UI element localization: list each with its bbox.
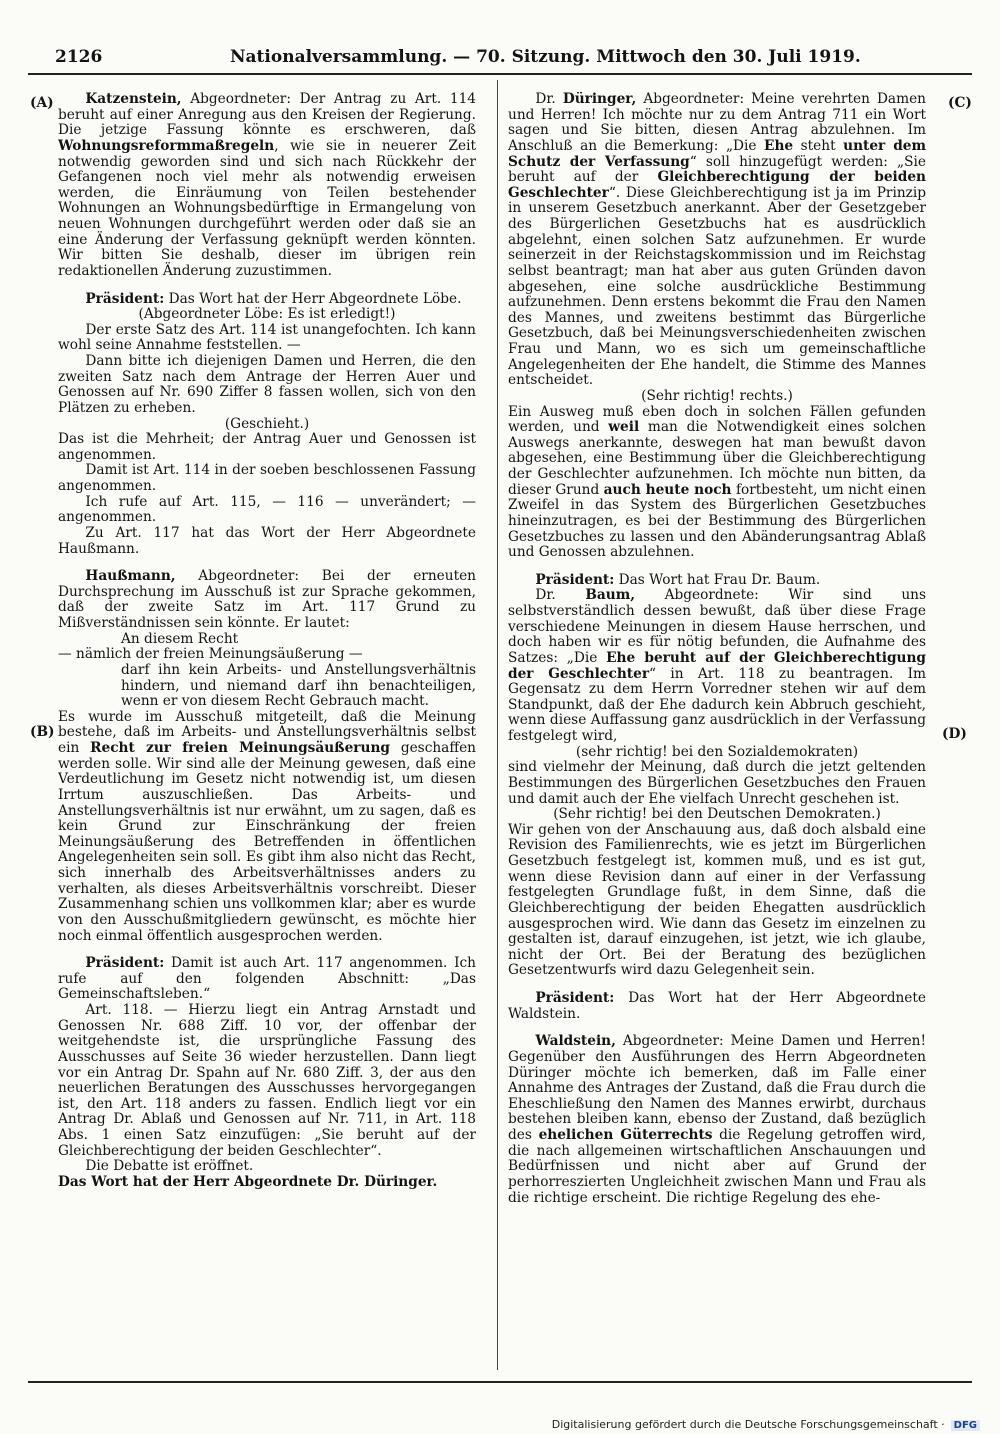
speech-waldstein [508, 1034, 926, 1206]
emphasis-text: weil [608, 419, 640, 436]
page-number: 2126 [55, 47, 103, 67]
paragraph [58, 710, 476, 944]
speech-text: Der Antrag zu Art. 114 beruht auf einer Anregung aus den Kreisen der Regierung. Die jetzige Fassung könnte es erschweren, daß [58, 92, 476, 139]
paragraph: sind vielmehr der Meinung, daß durch die jetzt geltenden Bestimmungen des Bürgerlichen Gesetzbuches den Frauen und damit auch der Ehe vielfach Unrecht geschehen ist. [508, 759, 926, 807]
speech-text: Damit ist auch Art. 117 angenommen. Ich rufe auf den folgenden Abschnitt: „Das Gemeinschaftsleben.“ [58, 955, 476, 1003]
emphasis-text: Recht zur freien Meinungsäußerung [90, 740, 390, 756]
speaker-name: Präsident: [85, 290, 165, 307]
speech-text: , wie sie in neuerer Zeit notwendig geworden sind und sich nach Rückkehr der Gefangenen noch viel mehr als notwendig erweisen werden, die Einräumung von Teilen bestehender Wohnungen an Wohnungsbedürftige in Ermangelung von neuen Wohnungen durchgeführt werden oder daß sie an eine Änderung der Verfassung geknüpft werden könnten. Wir bitten Sie deshalb, dieser im übrigen rein redaktionellen Änderung zuzustimmen. [58, 137, 476, 279]
speaker-title: Dr. [535, 587, 586, 604]
speaker-name: Waldstein, [535, 1033, 616, 1050]
dfg-logo: DFG [951, 1420, 980, 1431]
speech-haussmann [58, 569, 476, 632]
speech-text: Das Wort hat der Herr Abgeordnete Löbe. [164, 290, 462, 307]
paragraph: Dann bitte ich diejenigen Damen und Herren, die den zweiten Satz nach dem Antrage der Herren Auer und Genossen auf Nr. 690 Ziffer 8 fassen wollen, sich von den Plätzen zu erheben. [58, 353, 476, 416]
speaker-title: Dr. [535, 92, 563, 107]
page-header [55, 47, 948, 69]
paragraph: Damit ist Art. 114 in der soeben beschlossenen Fassung angenommen. [58, 462, 476, 494]
digitization-credit [552, 1418, 980, 1431]
speech-text: fortbesteht, um nicht einen Zweifel in das System des Bürgerlichen Gesetzbuches hineinzutragen, es bei der Bestimmung des Bürgerlichen Gesetzbuches zu lassen und den Abänderungsantrag Ablaß und Genossen abzulehnen. [508, 481, 926, 561]
speaker-name: Präsident: [535, 571, 615, 588]
paragraph: Art. 118. — Hierzu liegt ein Antrag Arnstadt und Genossen Nr. 688 Ziff. 10 vor, der offenbar der weitgehendste ist, die ursprüngliche Fassung des Ausschusses auf Seite 36 wieder herzustellen. Dann liegt vor ein Antrag Dr. Spahn auf Nr. 680 Ziff. 3, der aus den neuerlichen Beratungen des Ausschusses hervorgegangen ist, den Art. 118 anders zu fassen. Endlich liegt vor ein Antrag Dr. Ablaß und Genossen auf Nr. 711, in Art. 118 Abs. 1 einen Satz einzufügen: „Sie beruht auf der Gleichberechtigung der beiden Geschlechter“. [58, 1002, 476, 1159]
speaker-role: Abgeordnete: [635, 587, 789, 604]
speaker-name: Düringer, [562, 92, 637, 107]
paragraph: Das ist die Mehrheit; der Antrag Auer und Genossen ist angenommen. [58, 431, 476, 463]
president-statement [508, 991, 926, 1022]
speaker-name: Präsident: [85, 955, 165, 972]
speech-text: steht [793, 137, 844, 154]
paragraph: Die Debatte ist eröffnet. [85, 1158, 254, 1175]
paragraph: Ich rufe auf Art. 115, — 116 — unverändert; — angenommen. [58, 493, 476, 526]
margin-marker-a: (A) [30, 95, 54, 111]
speech-dueringer [508, 92, 926, 389]
paragraph: Wir gehen von der Anschauung aus, daß doch alsbald eine Revision des Familienrechts, wie es jetzt im Bürgerlichen Gesetzbuch festgelegt ist, kommen muß, und es ist gut, wenn diese Revision dann auf einer in der Verfassung festgelegten Grundlage fußt, in dem Sinne, daß die Gleichberechtigung der beiden Ehegatten ausdrücklich ausgesprochen wird. Wie dann das Gesetz im einzelnen zu gestalten ist, darauf einzugehen, ist jetzt, wie ich glaube, nicht der Ort. Bei der Beratung des bezüglichen Gesetzentwurfs wird dazu Gelegenheit sein. [508, 821, 926, 979]
speech-text: “ in Art. 118 zu beantragen. Im Gegensatz zu dem Herrn Vorredner stehen wir auf dem Standpunkt, daß der Ehe dadurch kein Abbruch geschieht, wenn diese Auffassung ganz ausdrücklich in der Verfassung festgelegt wird, [508, 665, 926, 744]
speech-text: die Regelung getroffen wird, die nach allgemeinen wirtschaftlichen Anschauungen und Bedürfnissen und nicht aber auf Grund der perhorreszierten Ungleichheit zwischen Mann und Frau als die richtige erscheint. Die richtige Regelung des ehe- [508, 1127, 926, 1206]
speaker-role: Abgeordneter: [615, 1033, 731, 1050]
speech-text: “. Diese Gleichberechtigung ist ja im Prinzip in unserem Gesetzbuch anerkannt. Aber der Gesetzgeber des Bürgerlichen Gesetzbuchs hat es ausdrücklich abgelehnt, einen solchen Satz aufzunehmen. Er wurde seinerzeit in der Reichstagskommission und im Reichstag selbst beantragt; man hat aber aus guten Gründen davon abgesehen, eine solche ausdrückliche Bestimmung aufzunehmen. Denn erstens bekommt die Frau den Namen des Mannes, und zweitens bestimmt das Bürgerliche Gesetzbuch, daß bei Meinungsverschiedenheiten zwischen Frau und Mann, wo es sich um gemeinschaftliche Angelegenheiten der Ehe handelt, die Stimme des Mannes entscheidet. [508, 184, 926, 389]
speaker-name: Baum, [585, 587, 635, 604]
speech-text: “ soll hinzugefügt werden: „Sie beruht auf der [508, 153, 926, 186]
margin-marker-d: (D) [942, 726, 967, 742]
speech-text: Wir sind uns selbstverständlich dessen bewußt, daß über diese Frage verschiedene Meinungen in diesem Hause herrschen, und doch haben wir es für nötig befunden, die Aufnahme des Satzes: „Die [508, 587, 926, 666]
speech-text: Meine verehrten Damen und Herren! Ich möchte nur zu dem Antrag 711 ein Wort sagen und Sie bitten, diesen Antrag abzulehnen. Im Anschluß an die Bemerkung: „Die [508, 92, 926, 154]
emphasis-text: ehelichen Güterrechts [538, 1127, 713, 1143]
speaker-role: Abgeordneter: [636, 92, 752, 107]
emphasis-text: unter dem Schutz der Verfassung [508, 137, 926, 170]
speaker-name: Haußmann, [85, 568, 176, 585]
paragraph: Der erste Satz des Art. 114 ist unangefochten. Ich kann wohl seine Annahme feststellen. — [58, 321, 476, 354]
interjection: (Sehr richtig! bei den Deutschen Demokraten.) [553, 806, 881, 823]
speech-baum [508, 588, 926, 744]
speech-text: geschaffen werden solle. Wir sind alle der Meinung gewesen, daß eine Verdeutlichung im Gesetz nicht notwendig ist, um diesen Irrtum auszuschließen. Das Arbeits- und Anstellungsverhältnis ist nur erwähnt, um zu sagen, daß es kein Grund zur Einschränkung der freien Meinungsäußerung des Betreffenden in öffentlichen Angelegenheiten sein soll. Es gibt ihm also nicht das Recht, sich innerhalb des Arbeitsverhältnisses anders zu verhalten, als dieses Arbeitsverhältnis vorschreibt. Dieser Zusammenhang schien uns vollkommen klar; aber es wurde von den Ausschußmitgliedern gewünscht, es möchte hier noch einmal öffentlich ausgesprochen werden. [58, 740, 476, 944]
president-statement [58, 956, 476, 1003]
emphasis-text: auch heute noch [603, 481, 732, 498]
interjection: (Abgeordneter Löbe: Es ist erledigt!) [138, 306, 396, 323]
interjection: (Geschieht.) [224, 415, 310, 432]
quotation-aside: — nämlich der freien Meinungsäußerung — [58, 646, 363, 663]
emphasis-text: Wohnungsreformmaßregeln [58, 137, 275, 154]
interjection: (sehr richtig! bei den Sozialdemokraten) [575, 743, 859, 760]
quotation: darf ihn kein Arbeits- und Anstellungsverhältnis hindern, und niemand darf ihn benachteiligen, wenn er von diesem Recht Gebrauch macht. [121, 661, 476, 710]
paragraph [508, 405, 926, 561]
speech-katzenstein [58, 92, 476, 280]
speech-text: Ein Ausweg muß eben doch in solchen Fällen gefunden werden, und [508, 403, 926, 436]
speaker-role: Abgeordneter: [175, 568, 322, 585]
emphasis-text: Ehe [764, 137, 794, 154]
paragraph: Zu Art. 117 hat das Wort der Herr Abgeordnete Haußmann. [58, 524, 476, 557]
speaker-name: Präsident: [535, 990, 615, 1006]
running-title: Nationalversammlung. — 70. Sitzung. Mittwoch den 30. Juli 1919. [230, 47, 861, 67]
speech-text: Meine Damen und Herren! Gegenüber den Ausführungen des Herrn Abgeordneten Düringer möchte ich bemerken, daß im Falle einer Annahme des Antrages der Zustand, daß die Frau durch die Eheschließung den Namen des Mannes erwirbt, durchaus bestehen bleiben kann, ebenso der Zustand, daß bezüglich des [508, 1033, 926, 1143]
left-column [58, 92, 476, 1375]
credit-text: Digitalisierung gefördert durch die Deutsche Forschungsgemeinschaft · [551, 1418, 945, 1431]
president-statement [508, 573, 926, 589]
speaker-name: Katzenstein, [85, 92, 182, 107]
president-statement [58, 292, 476, 308]
header-rule [28, 73, 972, 75]
speech-text: Das Wort hat Frau Dr. Baum. [614, 571, 821, 588]
footer-rule [28, 1381, 972, 1383]
interjection: (Sehr richtig! rechts.) [641, 387, 793, 404]
speech-text: Es wurde im Ausschuß mitgeteilt, daß die Meinung bestehe, daß im Arbeits- und Anstellungsverhältnis selbst ein [58, 708, 476, 756]
margin-marker-b: (B) [30, 724, 55, 740]
speech-text: Das Wort hat der Herr Abgeordnete Waldstein. [508, 990, 926, 1022]
emphasis-text: Ehe beruht auf der Gleichberechtigung der Geschlechter [508, 649, 926, 682]
margin-marker-c: (C) [948, 95, 972, 111]
column-divider [497, 80, 498, 1370]
speaker-role: Abgeordneter: [181, 92, 300, 107]
speech-text: Bei der erneuten Durchsprechung im Ausschuß ist zur Sprache gekommen, daß der zweite Satz im Art. 117 Grund zu Mißverständnissen sein könnte. Er lautet: [58, 568, 476, 631]
quotation: An diesem Recht [121, 630, 239, 647]
speech-text: man die Notwendigkeit eines solchen Auswegs anerkannte, deswegen hat man bewußt davon abgesehen, eine Bestimmung über die Gleichberechtigung der Geschlechter aufzunehmen. Ich möchte nun bitten, da dieser Grund [508, 419, 926, 498]
paragraph: Das Wort hat der Herr Abgeordnete Dr. Düringer. [58, 1173, 438, 1190]
right-column [508, 92, 926, 1375]
emphasis-text: Gleichberechtigung der beiden Geschlechter [508, 169, 926, 201]
